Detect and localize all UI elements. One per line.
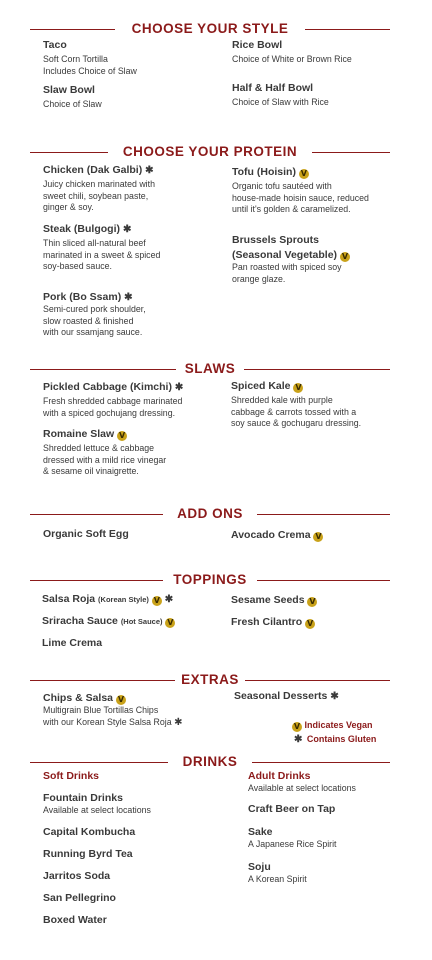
vegan-icon: V [315, 532, 322, 541]
menu-item: Pickled Cabbage (Kimchi) ✱ Fresh shredded cabbage marinated with a spiced gochujang dressing. [43, 381, 184, 418]
section-header-protein [30, 143, 390, 161]
vegan-icon: V [167, 618, 174, 627]
gluten-icon: ✱ [174, 382, 184, 393]
menu-item: Sesame Seeds V [231, 594, 316, 606]
vegan-icon: V [117, 695, 125, 704]
gluten-icon: ✱ [124, 292, 133, 303]
drink-item: Capital Kombucha [43, 826, 136, 838]
drinks-soft-heading: Soft Drinks [43, 770, 100, 782]
menu-item: Spiced Kale V Shredded kale with purple cabbage & carrots tossed with a soy sauce & gochugaru dressing. [231, 380, 362, 428]
section-title: SLAWS [184, 361, 236, 376]
vegan-icon: V [300, 169, 307, 178]
section-title: CHOOSE YOUR PROTEIN [122, 144, 298, 159]
section-title: CHOOSE YOUR STYLE [131, 21, 289, 36]
menu-item: Slaw Bowl Choice of Slaw [43, 84, 102, 109]
drink-item: Soju A Korean Spirit [248, 861, 307, 884]
section-header-slaws [30, 360, 390, 378]
section-header-toppings [30, 571, 390, 589]
vegan-icon: V [119, 431, 126, 440]
section-title: DRINKS [182, 754, 238, 769]
legend-vegan: Indicates Vegan [304, 720, 373, 730]
gluten-icon: ✱ [164, 594, 174, 605]
section-header-extras [30, 671, 390, 689]
menu-item: Tofu (Hoisin) V Organic tofu sautéed with house-made hoisin sauce, reduced until it's golden & caramelized. [232, 166, 369, 214]
menu-item: Organic Soft Egg [43, 528, 129, 540]
gluten-icon: ✱ [294, 734, 303, 745]
menu-item: Rice Bowl Choice of White or Brown Rice [232, 39, 352, 64]
menu-item: Chicken (Dak Galbi) ✱ Juicy chicken marinated with sweet chili, soybean paste, ginger & soy. [43, 164, 155, 212]
drink-item: Craft Beer on Tap [248, 803, 336, 815]
drinks-adult-heading: Adult Drinks Available at select locations [248, 770, 356, 793]
vegan-icon: V [309, 597, 316, 606]
menu-item: Sriracha Sauce (Hot Sauce) V [42, 615, 174, 627]
section-title: TOPPINGS [173, 572, 247, 587]
drink-item: Jarritos Soda [43, 870, 111, 882]
drink-item: Sake A Japanese Rice Spirit [248, 826, 337, 849]
gluten-icon: ✱ [174, 716, 183, 728]
legend-gluten: Contains Gluten [306, 734, 377, 744]
gluten-icon: ✱ [330, 691, 339, 702]
vegan-icon: V [295, 383, 302, 392]
menu-item: Seasonal Desserts ✱ [234, 690, 339, 702]
section-header-drinks [30, 753, 390, 771]
vegan-icon: V [293, 722, 301, 731]
vegan-icon: V [307, 619, 314, 628]
section-header-addons [30, 505, 390, 523]
menu-item: Pork (Bo Ssam) ✱ Semi-cured pork shoulder, slow roasted & finished with our ssamjang sauce. [43, 291, 146, 337]
menu-item: Fresh Cilantro V [231, 616, 314, 628]
legend [292, 718, 402, 747]
menu-item: Lime Crema [42, 637, 103, 649]
menu-item: Brussels Sprouts (Seasonal Vegetable) V Pan roasted with spiced soy orange glaze. [232, 234, 349, 284]
drink-item: Fountain Drinks Available at select locations [43, 792, 151, 815]
menu-item: Half & Half Bowl Choice of Slaw with Rice [232, 82, 329, 107]
vegan-icon: V [153, 596, 160, 605]
drink-item: Boxed Water [43, 914, 107, 926]
menu-item: Taco Soft Corn Tortilla Includes Choice of Slaw [43, 39, 137, 76]
drink-item: San Pellegrino [43, 892, 116, 904]
section-header-style [30, 20, 390, 38]
menu-item: Salsa Roja (Korean Style) V ✱ [42, 593, 174, 605]
section-title: EXTRAS [181, 672, 239, 687]
menu-item: Avocado Crema V [231, 529, 322, 541]
menu-item: Chips & Salsa V Multigrain Blue Tortillas Chips with our Korean Style Salsa Roja ✱ [43, 692, 183, 728]
gluten-icon: ✱ [122, 224, 132, 235]
menu-item: Steak (Bulgogi) ✱ Thin sliced all-natural beef marinated in a sweet & spiced soy-based sauce. [43, 223, 161, 271]
vegan-icon: V [341, 252, 349, 261]
menu-item: Romaine Slaw V Shredded lettuce & cabbage dressed with a mild rice vinegar & sesame oil vinaigrette. [43, 428, 167, 476]
gluten-icon: ✱ [145, 165, 154, 176]
section-title: ADD ONS [177, 506, 243, 521]
drink-item: Running Byrd Tea [43, 848, 133, 860]
